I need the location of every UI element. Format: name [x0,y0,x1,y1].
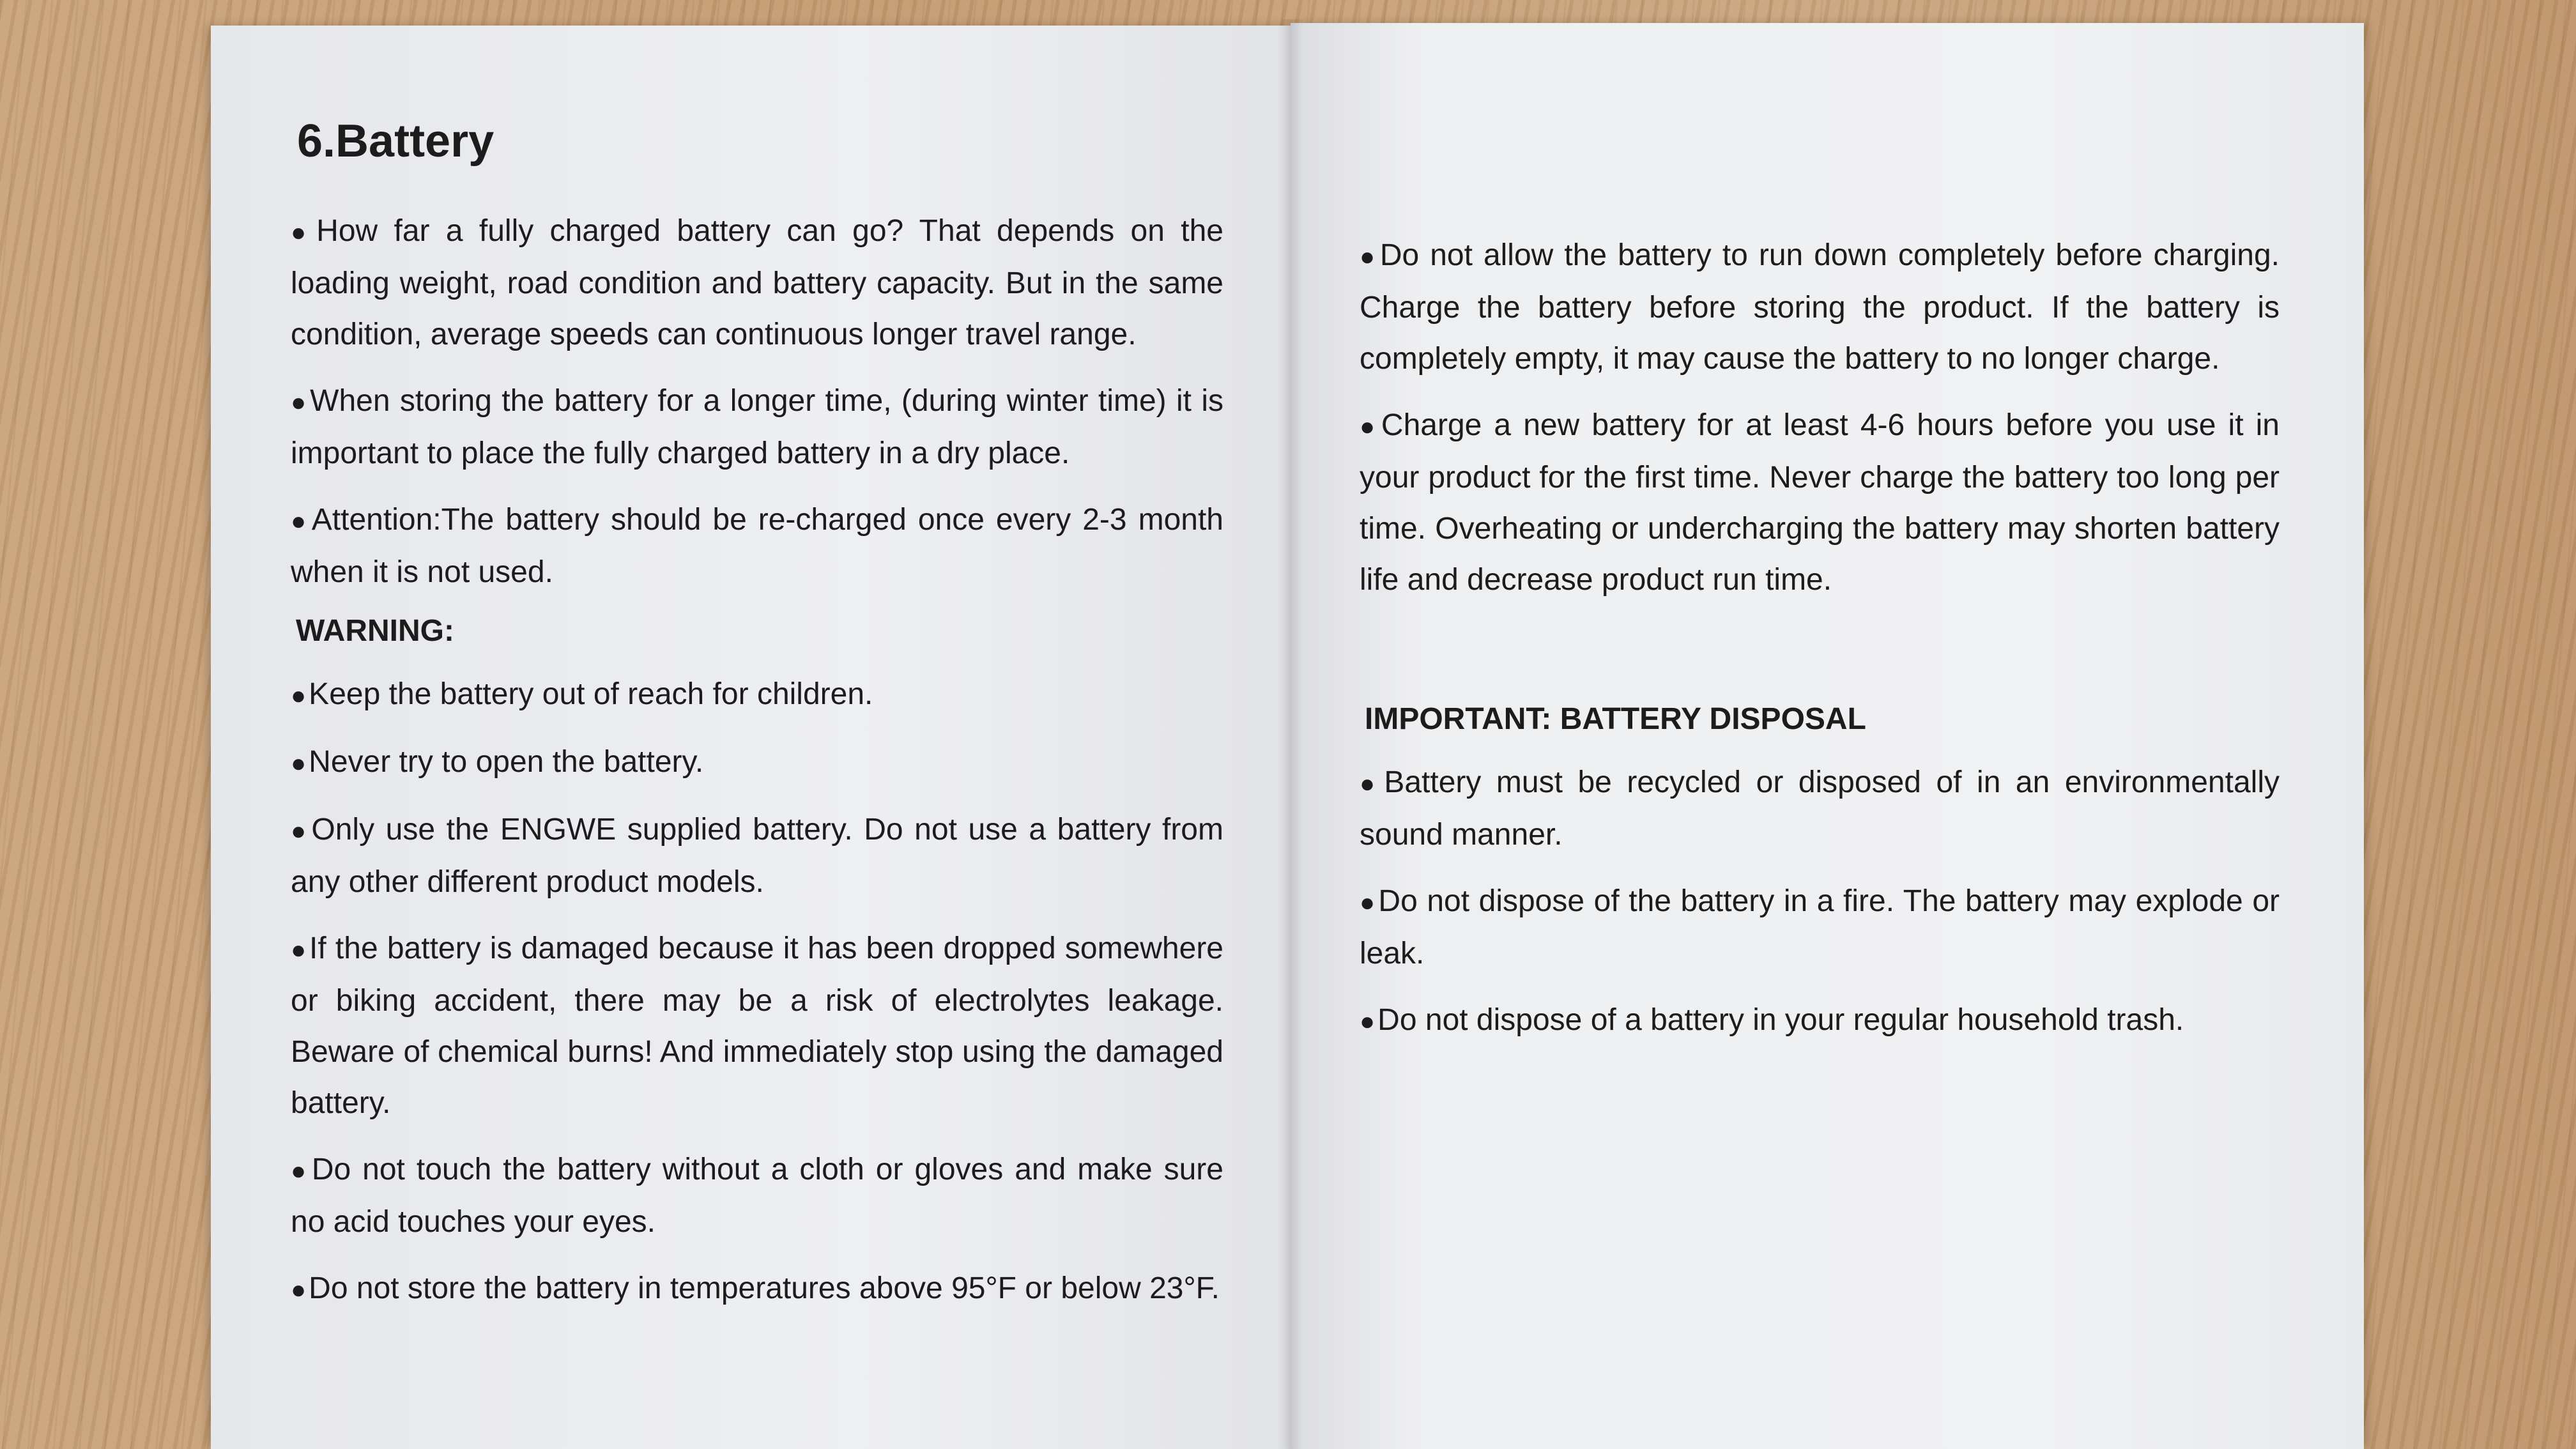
bullet-icon: ● [291,1157,309,1185]
battery-recharge-paragraph: ●Attention:The battery should be re-charged once every 2-3 month when it is not used. [291,503,1223,589]
bullet-icon: ● [1360,889,1376,917]
battery-range-paragraph: ●How far a fully charged battery can go? That depends on the loading weight, road condition and battery capacity. But in the same condition, average speeds can continuous longer travel range. [291,214,1223,351]
bullet-icon: ● [1360,770,1382,798]
warning-heading: WARNING: [296,614,454,648]
bullet-icon: ● [291,218,314,247]
book-spine [1278,19,1303,1449]
full-discharge-paragraph: ●Do not allow the battery to run down completely before charging. Charge the battery before storing the product. If the battery is completely empty, it may cause the battery to no longer charge. [1360,238,2280,376]
warning-item: ●Do not touch the battery without a cloth or gloves and make sure no acid touches your eyes. [291,1153,1223,1239]
bullet-icon: ● [291,507,309,535]
new-battery-charge-paragraph: ●Charge a new battery for at least 4-6 hours before you use it in your product for the first time. Never charge the battery too long per time. Overheating or undercharging the battery may shorten battery life and decrease product run time. [1360,408,2280,597]
section-heading: 6.Battery [297,116,494,167]
battery-storage-paragraph: ●When storing the battery for a longer time, (during winter time) it is important to place the fully charged battery in a dry place. [291,384,1223,470]
bullet-icon: ● [1360,1008,1376,1036]
disposal-item: ●Battery must be recycled or disposed of in an environmentally sound manner. [1360,765,2280,852]
bullet-icon: ● [1360,413,1379,441]
left-page-content [291,115,1223,1331]
bullet-icon: ● [1360,243,1377,271]
bullet-icon: ● [291,817,309,845]
disposal-heading: IMPORTANT: BATTERY DISPOSAL [1365,702,1866,736]
warning-item: ●Only use the ENGWE supplied battery. Do not use a battery from any other different product models. [291,813,1223,899]
warning-item: ●Keep the battery out of reach for children. [291,677,873,711]
bullet-icon: ● [291,936,307,964]
warning-item: ●Never try to open the battery. [291,745,704,779]
bullet-icon: ● [291,749,307,778]
bullet-icon: ● [291,1276,307,1304]
disposal-item: ●Do not dispose of a battery in your regular household trash. [1360,1003,2184,1037]
bullet-icon: ● [291,388,308,417]
warning-item: ●Do not store the battery in temperatures above 95°F or below 23°F. [291,1271,1220,1305]
warning-item: ●If the battery is damaged because it has been dropped somewhere or biking accident, there may be a risk of electrolytes leakage. Beware of chemical burns! And immediately stop using the damaged battery. [291,931,1224,1120]
disposal-item: ●Do not dispose of the battery in a fire. The battery may explode or leak. [1360,884,2280,970]
right-page-content [1360,230,2280,1062]
bullet-icon: ● [291,682,307,710]
